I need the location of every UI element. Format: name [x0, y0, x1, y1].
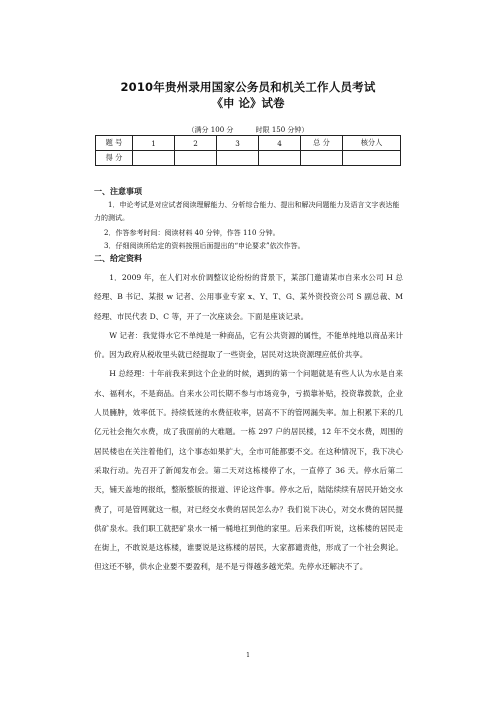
- material-paragraph: H 总经理：十年前我来到这个企业的时候，遇到的第一个问题就是有些人认为水是自来水、福利水，不是商品。自来水公司长期不参与市场竞争，亏损靠补贴，投资靠拨款，企业人员臃肿，效率低下。持续低迷的水费征收率，居高不下的管网漏失率。加上积累下来的几亿元社会拖欠水费，成了我面前的大难题。一栋 297 户的居民楼，12 年不交水费，周围的居民楼也在关注着他们，这个事态如果扩大，全市可能都要不交。在这种情况下，我下决心采取行动。先召开了新闻发布会。第二天对这栋楼停了水，一直停了 36 天。停水后第二天，铺天盖地的报纸，整版整版的报道、评论这件事。停水之后，陆陆续续有居民开始交水费了，可是管网就这一根，对已经交水费的居民怎么办？我们说下决心，对交水费的居民提供矿泉水。我们职工就把矿泉水一桶一桶地扛到他的家里。后来我们听说，这栋楼的居民走在街上，不敢说是这栋楼，谁要说是这栋楼的居民，大家都谴责他，形成了一个社会舆论。但这还不够，供水企业要不要盈利，是不是亏得越多越光荣。先停水还解决不了。: [94, 369, 403, 572]
- score-input-cell: [133, 151, 175, 166]
- score-table-header-row: [96, 136, 401, 151]
- note-item: 2．作答参考时间：阅读材料 40 分钟，作答 110 分钟。: [104, 229, 280, 237]
- section-heading-notes: 一、注意事项: [94, 187, 142, 196]
- table-cell: 2: [175, 136, 217, 151]
- page-number: 1: [246, 652, 250, 659]
- score-input-cell: [175, 151, 217, 166]
- table-cell: 4: [259, 136, 301, 151]
- score-input-cell: [217, 151, 259, 166]
- table-cell: 总 分: [301, 136, 343, 151]
- material-paragraph: 1．2009 年，在人们对水价调整议论纷纷的背景下，某部门邀请某市自来水公司 H 总经理、B 书记、某报 w 记者、公用事业专家 x、Y、T、G、某外资投资公司 S 副总裁、M 经理、市民代表 D、C 等，开了一次座谈会。下面是座谈记录。: [94, 273, 403, 321]
- score-table-score-row: [96, 151, 401, 166]
- exam-title: 2010年贵州录用国家公务员和机关工作人员考试: [120, 80, 376, 94]
- table-cell: 核分人: [343, 136, 401, 151]
- score-input-cell: [343, 151, 401, 166]
- note-item: 3．仔细阅读所给定的资料按照后面提出的“申论要求”依次作答。: [104, 242, 305, 250]
- exam-meta: （满分 100 分 时限 150 分钟）: [187, 126, 309, 134]
- materials-body: [94, 268, 403, 577]
- note-item: 1．申论考试是对应试者阅读理解能力、分析综合能力、提出和解决问题能力及语言文字表达能力的测试。: [94, 201, 400, 222]
- table-cell: 得 分: [96, 151, 133, 166]
- score-input-cell: [301, 151, 343, 166]
- table-cell: 题 号: [96, 136, 133, 151]
- score-table: [95, 135, 401, 166]
- table-cell: 1: [133, 136, 175, 151]
- table-cell: 3: [217, 136, 259, 151]
- material-paragraph: W 记者：我觉得水它不单纯是一种商品，它有公共资源的属性，不能单纯地以商品来计价。因为政府从税收里头就已经提取了一些资金，居民对这块资源理应低价共享。: [94, 330, 403, 360]
- score-input-cell: [259, 151, 301, 166]
- section-heading-materials: 二、给定资料: [94, 254, 142, 263]
- exam-subtitle: 《申 论》试卷: [211, 96, 285, 110]
